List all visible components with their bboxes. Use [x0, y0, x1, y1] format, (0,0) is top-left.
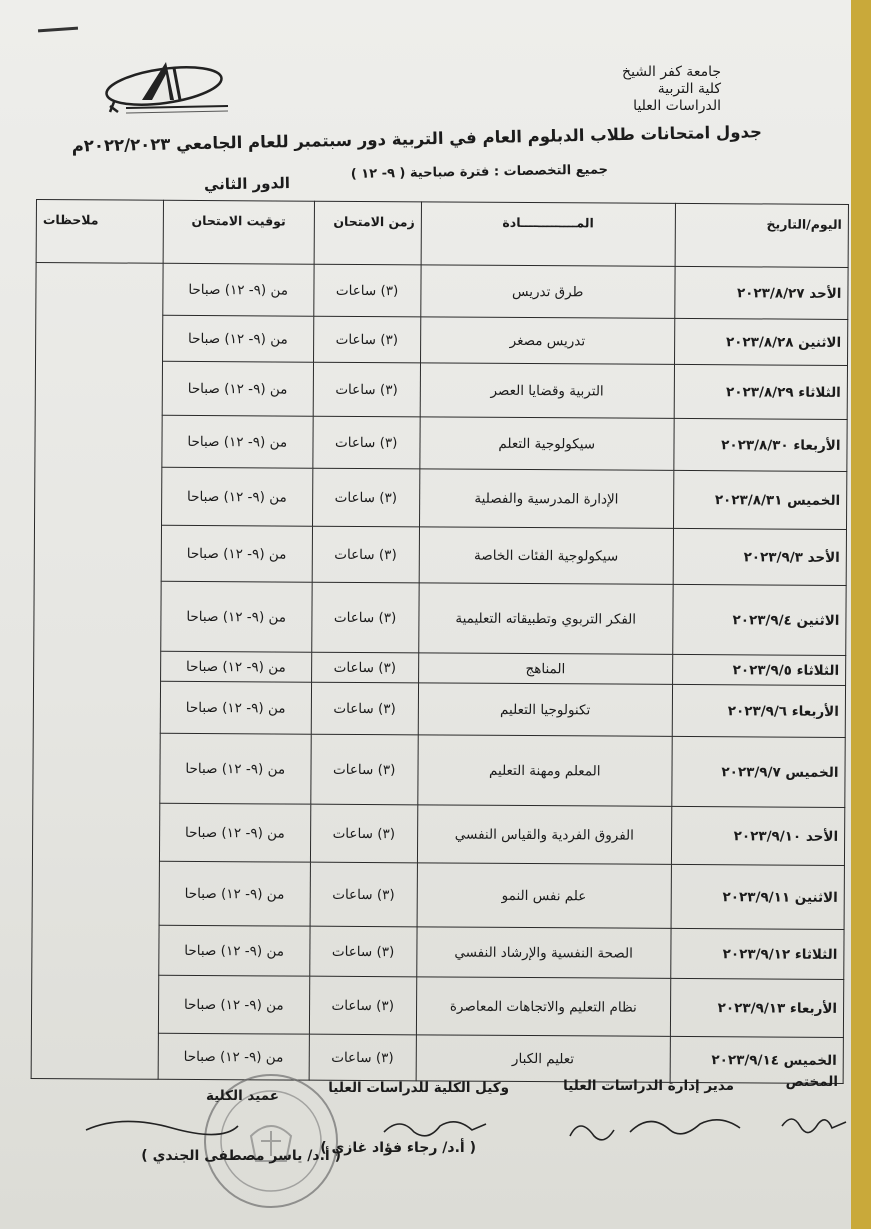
department-name: الدراسات العليا [633, 98, 721, 114]
row-duration: (٣) ساعات [310, 804, 418, 863]
row-duration: (٣) ساعات [309, 976, 417, 1035]
row-time: من (٩- ١٢) صباحا [161, 581, 312, 652]
row-time: من (٩- ١٢) صباحا [163, 263, 314, 316]
row-duration: (٣) ساعات [311, 582, 419, 653]
page-edge [851, 0, 871, 1229]
notes-cell [31, 263, 163, 1080]
row-date: الأربعاء ٢٠٢٣/٨/٣٠ [674, 418, 848, 471]
col-header-duration: زمن الامتحان [314, 201, 422, 265]
row-date: الثلاثاء ٢٠٢٣/٨/٢٩ [674, 364, 848, 419]
row-date: الثلاثاء ٢٠٢٣/٩/١٢ [670, 928, 844, 979]
university-name: جامعة كفر الشيخ [622, 64, 721, 80]
col-header-subject: المـــــــــــــادة [421, 202, 675, 267]
row-subject: طرق تدريس [421, 265, 675, 319]
row-date: الثلاثاء ٢٠٢٣/٩/٥ [672, 654, 846, 685]
col-header-time: توقيت الامتحان [163, 200, 314, 264]
row-subject: سيكولوجية التعلم [420, 417, 674, 471]
col-header-notes: ملاحظات [36, 200, 163, 264]
row-date: الأربعاء ٢٠٢٣/٩/٦ [672, 684, 846, 737]
row-subject: المعلم ومهنة التعليم [418, 735, 672, 807]
row-subject: تكنولوجيا التعليم [418, 683, 672, 737]
row-date: الأربعاء ٢٠٢٣/٩/١٣ [670, 978, 844, 1037]
row-date: الأحد ٢٠٢٣/٩/٣ [673, 528, 847, 585]
exam-schedule-table [31, 199, 849, 1084]
col-header-date: اليوم/التاريخ [675, 203, 849, 267]
row-subject: تعليم الكبار [416, 1035, 670, 1083]
row-time: من (٩- ١٢) صباحا [162, 361, 313, 416]
row-duration: (٣) ساعات [309, 926, 417, 977]
row-duration: (٣) ساعات [313, 316, 421, 363]
row-time: من (٩- ١٢) صباحا [159, 803, 310, 862]
row-time: من (٩- ١٢) صباحا [160, 651, 311, 682]
row-subject: الفكر التربوي وتطبيقاته التعليمية [419, 583, 673, 655]
vice-dean-label: وكيل الكلية للدراسات العليا [328, 1080, 509, 1096]
row-subject: نظام التعليم والاتجاهات المعاصرة [416, 977, 670, 1037]
row-date: الخميس ٢٠٢٣/٩/١٤ [670, 1036, 844, 1083]
dean-signature [82, 1108, 242, 1142]
row-subject: سيكولوجية الفئات الخاصة [419, 527, 673, 585]
dean-label: عميد الكلية [205, 1088, 279, 1104]
row-time: من (٩- ١٢) صباحا [161, 467, 312, 526]
director-signature [560, 1106, 760, 1152]
row-date: الأحد ٢٠٢٣/٩/١٠ [671, 806, 845, 865]
row-duration: (٣) ساعات [309, 1034, 417, 1081]
row-time: من (٩- ١٢) صباحا [159, 925, 310, 976]
row-duration: (٣) ساعات [310, 734, 418, 805]
row-time: من (٩- ١٢) صباحا [158, 975, 309, 1034]
dean-name: ( أ.د/ ياسر مصطفى الجندي ) [141, 1148, 341, 1164]
row-subject: تدريس مصغر [420, 317, 674, 365]
row-subject: المناهج [418, 653, 672, 685]
row-duration: (٣) ساعات [312, 416, 420, 469]
row-subject: التربية وقضايا العصر [420, 363, 674, 419]
row-date: الخميس ٢٠٢٣/٨/٣١ [673, 470, 847, 529]
row-subject: الصحة النفسية والإرشاد النفسي [417, 927, 671, 979]
director-label: مدير إدارة الدراسات العليا [563, 1078, 734, 1094]
institution-block [622, 64, 721, 115]
faculty-name: كلية التربية [657, 81, 721, 97]
row-time: من (٩- ١٢) صباحا [160, 681, 311, 734]
vice-dean-name: ( أ.د/ رجاء فؤاد غازي ) [320, 1140, 476, 1156]
row-subject: الفروق الفردية والقياس النفسي [417, 805, 671, 865]
table-header-row [36, 200, 848, 268]
row-time: من (٩- ١٢) صباحا [158, 1033, 309, 1080]
row-duration: (٣) ساعات [312, 526, 420, 583]
table-body [31, 263, 848, 1084]
row-subject: علم نفس النمو [417, 863, 671, 929]
row-time: من (٩- ١٢) صباحا [162, 315, 313, 362]
university-logo [104, 56, 232, 118]
vice-dean-signature [380, 1112, 490, 1146]
row-date: الأحد ٢٠٢٣/٨/٢٧ [674, 266, 848, 319]
specialist-label: المختص [785, 1074, 838, 1090]
row-date: الاثنين ٢٠٢٣/٩/٤ [672, 584, 846, 655]
row-duration: (٣) ساعات [313, 264, 421, 317]
exam-round: الدور الثاني [203, 174, 291, 194]
row-duration: (٣) ساعات [310, 862, 418, 927]
row-time: من (٩- ١٢) صباحا [161, 525, 312, 582]
row-subject: الإدارة المدرسية والفصلية [419, 469, 673, 529]
row-duration: (٣) ساعات [311, 682, 419, 735]
row-duration: (٣) ساعات [313, 362, 421, 417]
row-time: من (٩- ١٢) صباحا [160, 733, 311, 804]
row-date: الاثنين ٢٠٢٣/٨/٢٨ [674, 318, 848, 365]
row-time: من (٩- ١٢) صباحا [159, 861, 310, 926]
row-duration: (٣) ساعات [311, 652, 418, 683]
row-duration: (٣) ساعات [312, 468, 420, 527]
document-subtitle: جميع التخصصات : فترة صباحية ( ٩- ١٢ ) [350, 162, 609, 182]
row-date: الخميس ٢٠٢٣/٩/٧ [671, 736, 845, 807]
document-title: جدول امتحانات طلاب الدبلوم العام في التربية دور سبتمبر للعام الجامعي ٢٠٢٢/٢٠٢٣م [71, 122, 763, 156]
row-time: من (٩- ١٢) صباحا [162, 415, 313, 468]
table-row [36, 263, 848, 320]
row-date: الاثنين ٢٠٢٣/٩/١١ [671, 864, 845, 929]
specialist-signature [780, 1104, 850, 1144]
